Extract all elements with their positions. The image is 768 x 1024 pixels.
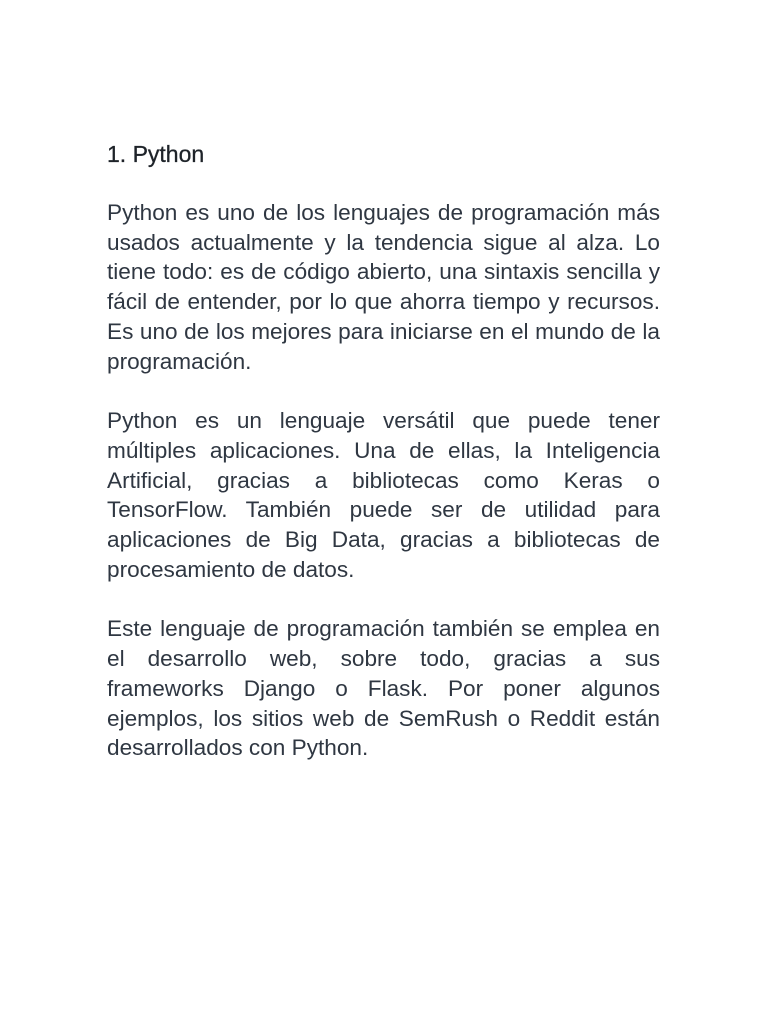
- spacer: [107, 376, 660, 406]
- paragraph-applications: Python es un lenguaje versátil que puede tener múltiples aplicaciones. Una de ellas, la Inteligencia Artificial, gracias a bibliotecas como Keras o TensorFlow. También puede ser de utilidad para aplicaciones de Big Data, gracias a bibliotecas de procesamiento de datos.: [107, 408, 660, 582]
- document-page: [107, 138, 660, 763]
- spacer: [107, 170, 660, 198]
- paragraph-web-development: Este lenguaje de programación también se emplea en el desarrollo web, sobre todo, gracias a sus frameworks Django o Flask. Por poner algunos ejemplos, los sitios web de SemRush o Reddit están desarrollados con Python.: [107, 616, 660, 761]
- paragraph-intro: Python es uno de los lenguajes de programación más usados actualmente y la tendencia sigue al alza. Lo tiene todo: es de código abierto, una sintaxis sencilla y fácil de entender, por lo que ahorra tiempo y recursos. Es uno de los mejores para iniciarse en el mundo de la programación.: [107, 200, 660, 374]
- section-heading: 1. Python: [107, 141, 205, 167]
- spacer: [107, 584, 660, 614]
